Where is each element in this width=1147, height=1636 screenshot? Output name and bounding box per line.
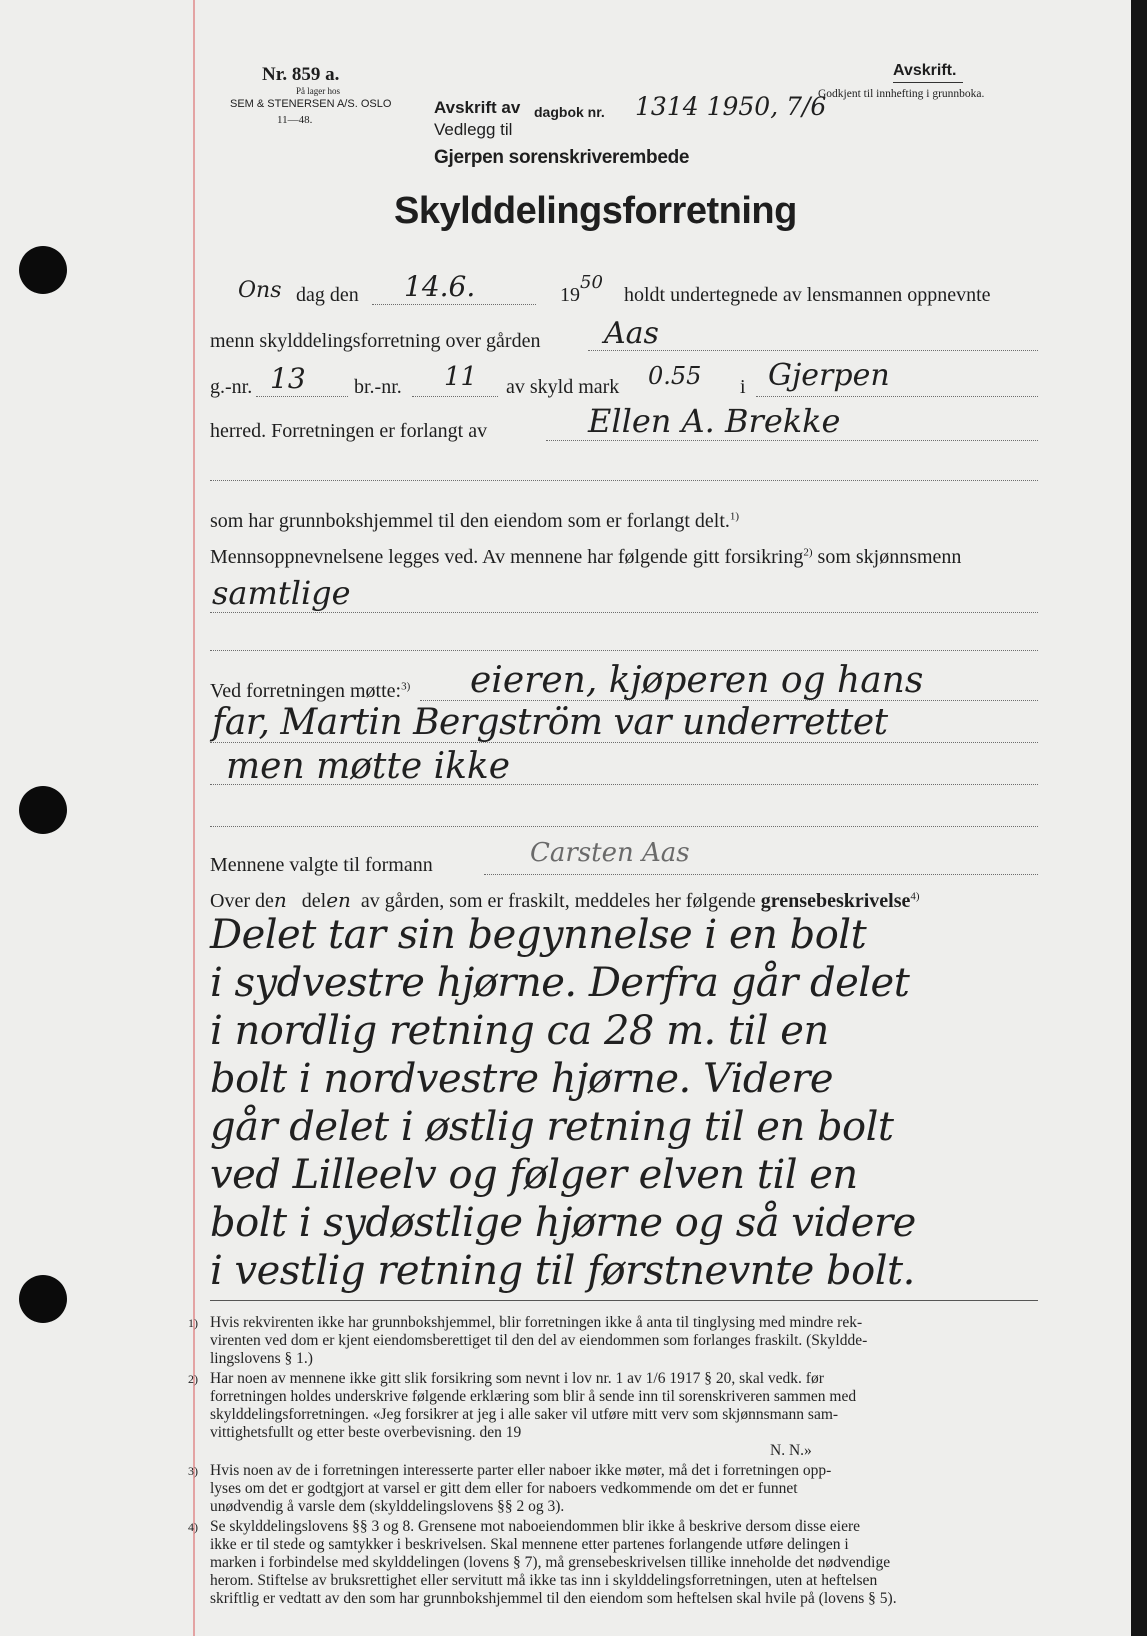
printer-line-3: 11—48. <box>277 114 313 126</box>
dagbok-number: 1314 1950, 7/6 <box>635 92 827 121</box>
description-line-2: i sydvestre hjørne. Derfra går delet <box>210 960 910 1006</box>
formann-label: Mennene valgte til formann <box>210 854 433 876</box>
skyld-handwritten: 0.55 <box>648 362 702 390</box>
gnr-rule <box>256 396 348 397</box>
printer-line-2: SEM & STENERSEN A/S. OSLO <box>230 98 392 110</box>
margin-line <box>193 0 195 1636</box>
dag-den-label: dag den <box>296 284 359 306</box>
municipality-rule <box>756 396 1038 397</box>
motte-handwritten-2: far, Martin Bergström var underrettet <box>212 702 888 743</box>
farm-handwritten: Aas <box>604 316 659 351</box>
document-title: Skylddelingsforretning <box>394 190 797 232</box>
bnr-handwritten: 11 <box>444 362 478 392</box>
date-rule <box>372 304 536 305</box>
description-line-8: i vestlig retning til førstnevnte bolt. <box>210 1248 915 1294</box>
blank-rule-1 <box>210 480 1038 481</box>
description-line-6: ved Lilleelv og følger elven til en <box>210 1152 858 1198</box>
description-line-7: bolt i sydøstlige hjørne og så videre <box>210 1200 916 1246</box>
footnote-4: 4) Se skylddelingslovens §§ 3 og 8. Grensene mot naboeiendommen blir ikke å beskrive dersom disse eiere ikke er til stede og samtykker i beskrivelsen. Skal mennene etter partenes forlangende utføre delingen i marken i forbindelse med skylddelingen (lovens § 7), må grensebeskrivelsen tillike inneholde det nødvendige herom. Stiftelse av bruksrettighet eller servitutt må ikke tas inn i skylddelingsforretningen, uten at heftelsen skriftlig er vedtatt av den som har grunnbokshjemmel til den eiendom som heftelsen skal hvile på (lovens § 5). <box>188 1518 897 1607</box>
stamp-avskrift-av: Avskrift av <box>434 98 521 117</box>
motte-handwritten-1: eieren, kjøperen og hans <box>470 660 924 701</box>
stamp-dagbok: dagbok nr. <box>534 104 605 120</box>
grense-label: Over den delen av gården, som er fraskilt, meddeles her følgende grensebeskrivelse$^{4)}$ <box>210 888 920 912</box>
line1-text: holdt undertegnede av lensmannen oppnevnte <box>624 284 991 306</box>
avskrift-title: Avskrift. <box>893 62 957 79</box>
stamp-vedlegg: Vedlegg til <box>434 120 513 139</box>
grunnbok-text: som har grunnbokshjemmel til den eiendom som er forlangt delt.$^{1)}$ <box>210 510 740 532</box>
description-line-5: går delet i østlig retning til en bolt <box>210 1104 894 1150</box>
footnote-3: 3) Hvis noen av de i forretningen interesserte parter eller naboer ikke møter, må det i forretningen opp- lyses om det er godtgjort at varsel er gitt dem eller for naboers vedkommende om det er funnet unødvendig å varsle dem (skylddelingslovens §§ 2 og 3). <box>188 1462 832 1515</box>
formann-rule <box>484 874 1038 875</box>
gnr-label: g.-nr. <box>210 376 253 398</box>
description-line-4: bolt i nordvestre hjørne. Videre <box>210 1056 834 1102</box>
municipality-handwritten: Gjerpen <box>768 358 890 393</box>
requester-rule <box>546 440 1038 441</box>
punch-hole-top <box>19 246 67 294</box>
avskrift-note: Godkjent til innhefting i grunnboka. <box>818 88 985 100</box>
line2-label: menn skylddelingsforretning over gården <box>210 330 541 352</box>
footnote-2: 2) Har noen av mennene ikke gitt slik forsikring som nevnt i lov nr. 1 av 1/6 1917 § 20, skal vedk. før forretningen holdes underskrive følgende erklæring som blir å sende inn til sorenskriveren sammen med skylddelingsforretningen. «Jeg forsikrer at jeg i alle saker vil utføre mitt verv som skjønnsmann sam- vittighetsfullt og etter beste overbevisning. den 19 N. N.» <box>188 1370 857 1459</box>
avskrift-underline <box>893 82 963 83</box>
requester-handwritten: Ellen A. Brekke <box>588 402 841 440</box>
motte-label: Ved forretningen møtte:$^{3)}$ <box>210 680 411 702</box>
footnote-separator <box>210 1300 1038 1301</box>
motte-handwritten-3: men møtte ikke <box>226 746 511 787</box>
punch-hole-middle <box>19 786 67 834</box>
description-line-1: Delet tar sin begynnelse i en bolt <box>210 912 867 958</box>
form-number: Nr. 859 a. <box>262 64 340 85</box>
stamp-office: Gjerpen sorenskriverembede <box>434 147 690 168</box>
description-line-3: i nordlig retning ca 28 m. til en <box>210 1008 829 1054</box>
weekday-handwritten: Ons <box>238 278 282 303</box>
gnr-handwritten: 13 <box>270 362 306 395</box>
skyld-label: av skyld mark <box>506 376 620 398</box>
i-label: i <box>740 376 746 398</box>
skjonnsmenn-handwritten: samtlige <box>212 574 351 612</box>
date-handwritten: 14.6. <box>404 270 476 303</box>
blank-rule-2 <box>210 650 1038 651</box>
skjonnsmenn-rule <box>210 612 1038 613</box>
punch-hole-bottom <box>19 1275 67 1323</box>
footnote-1: 1) Hvis rekvirenten ikke har grunnbokshjemmel, blir forretningen ikke å anta til tinglysing med mindre rek- virenten ved dom er kjent eiendomsberettiget til den del av eiendommen som forlanges fraskilt. (Skyldde- lingslovens § 1.) <box>188 1314 868 1367</box>
blank-rule-3 <box>210 826 1038 827</box>
herred-label: herred. Forretningen er forlangt av <box>210 420 488 442</box>
printer-line-1: På lager hos <box>296 86 340 96</box>
bnr-label: br.-nr. <box>354 376 402 398</box>
bnr-rule <box>412 396 498 397</box>
year-prefix: 19 <box>560 284 580 306</box>
formann-handwritten: Carsten Aas <box>530 838 690 868</box>
year-handwritten: 50 <box>580 272 603 293</box>
mennsopp-text: Mennsoppnevnelsene legges ved. Av mennene har følgende gitt forsikring$^{2)}$ som skjønnsmenn <box>210 546 962 568</box>
